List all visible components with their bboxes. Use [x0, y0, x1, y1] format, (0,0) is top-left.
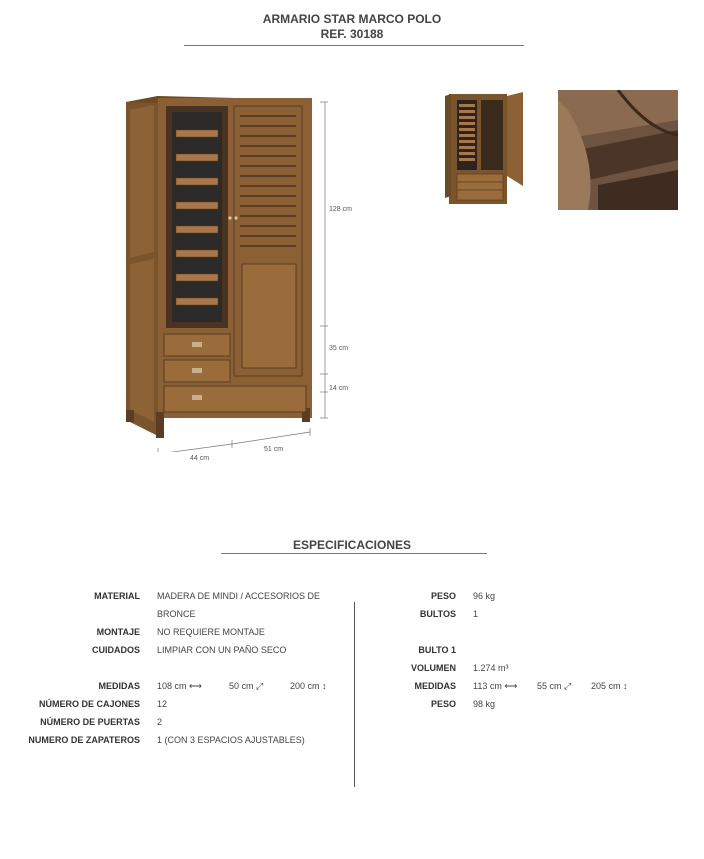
bulto-medidas-width [473, 681, 517, 692]
specs-title: ESPECIFICACIONES [292, 538, 412, 552]
column-divider [354, 602, 355, 787]
dimension-128: 128 cm [329, 206, 352, 213]
dimension-51: 51 cm [264, 446, 284, 453]
bulto-medidas-depth-value: 55 cm [537, 681, 562, 691]
diagonal-arrow-icon: ⤢ [256, 681, 264, 691]
medidas-label: MEDIDAS [98, 681, 140, 691]
peso-value: 96 kg [473, 591, 496, 601]
bultos-value: 1 [473, 609, 479, 619]
photo-wardrobe-open [443, 90, 529, 208]
peso-label: PESO [430, 591, 456, 601]
bulto-peso-value: 98 kg [473, 699, 496, 709]
horizontal-arrow-icon: ⟷ [189, 681, 202, 691]
bulto-medidas-height-value: 205 cm [591, 681, 621, 691]
product-title: ARMARIO STAR MARCO POLO [262, 12, 442, 26]
bulto-medidas-height [591, 681, 628, 691]
montaje-value: NO REQUIERE MONTAJE [157, 627, 265, 637]
bulto-medidas-width-value: 113 cm [473, 681, 502, 691]
wardrobe-illustration [120, 92, 330, 452]
dimension-44: 44 cm [190, 455, 210, 462]
cuidados-value: LIMPIAR CON UN PAÑO SECO [157, 645, 287, 655]
material-label: MATERIAL [94, 591, 140, 601]
medidas-depth-value: 50 cm [229, 681, 254, 691]
medidas-height [290, 681, 327, 691]
medidas-depth [229, 681, 263, 692]
dimension-35: 35 cm [329, 345, 349, 352]
bultos-label: BULTOS [419, 609, 456, 619]
zapateros-label: NUMERO DE ZAPATEROS [28, 735, 140, 745]
cajones-label: NÚMERO DE CAJONES [38, 699, 140, 709]
bulto-medidas-label: MEDIDAS [414, 681, 456, 691]
dimension-14: 14 cm [329, 385, 349, 392]
puertas-value: 2 [157, 717, 163, 727]
diagonal-arrow-icon: ⤢ [564, 681, 572, 691]
horizontal-arrow-icon: ⟷ [504, 681, 518, 691]
vertical-arrow-icon: ↕ [623, 681, 628, 691]
medidas-height-value: 200 cm [290, 681, 320, 691]
montaje-label: MONTAJE [96, 627, 140, 637]
bulto1-label: BULTO 1 [418, 645, 456, 655]
vertical-arrow-icon: ↕ [322, 681, 327, 691]
zapateros-value: 1 (CON 3 ESPACIOS AJUSTABLES) [157, 735, 305, 745]
material-value-line2: BRONCE [157, 609, 196, 619]
medidas-width-value: 108 cm [157, 681, 187, 691]
photo-wood-detail [558, 90, 678, 210]
material-value-line1: MADERA DE MINDI / ACCESORIOS DE [157, 591, 321, 601]
product-ref: REF. 30188 [320, 27, 384, 41]
puertas-label: NÚMERO DE PUERTAS [40, 717, 140, 727]
specs-divider [221, 553, 487, 554]
bulto-peso-label: PESO [430, 699, 456, 709]
bulto-medidas-depth [537, 681, 571, 692]
cajones-value: 12 [157, 699, 168, 709]
volumen-value: 1.274 m³ [473, 663, 509, 673]
cuidados-label: CUIDADOS [91, 645, 140, 655]
header-divider [184, 45, 524, 46]
volumen-label: VOLUMEN [411, 663, 456, 673]
medidas-width [157, 681, 202, 692]
